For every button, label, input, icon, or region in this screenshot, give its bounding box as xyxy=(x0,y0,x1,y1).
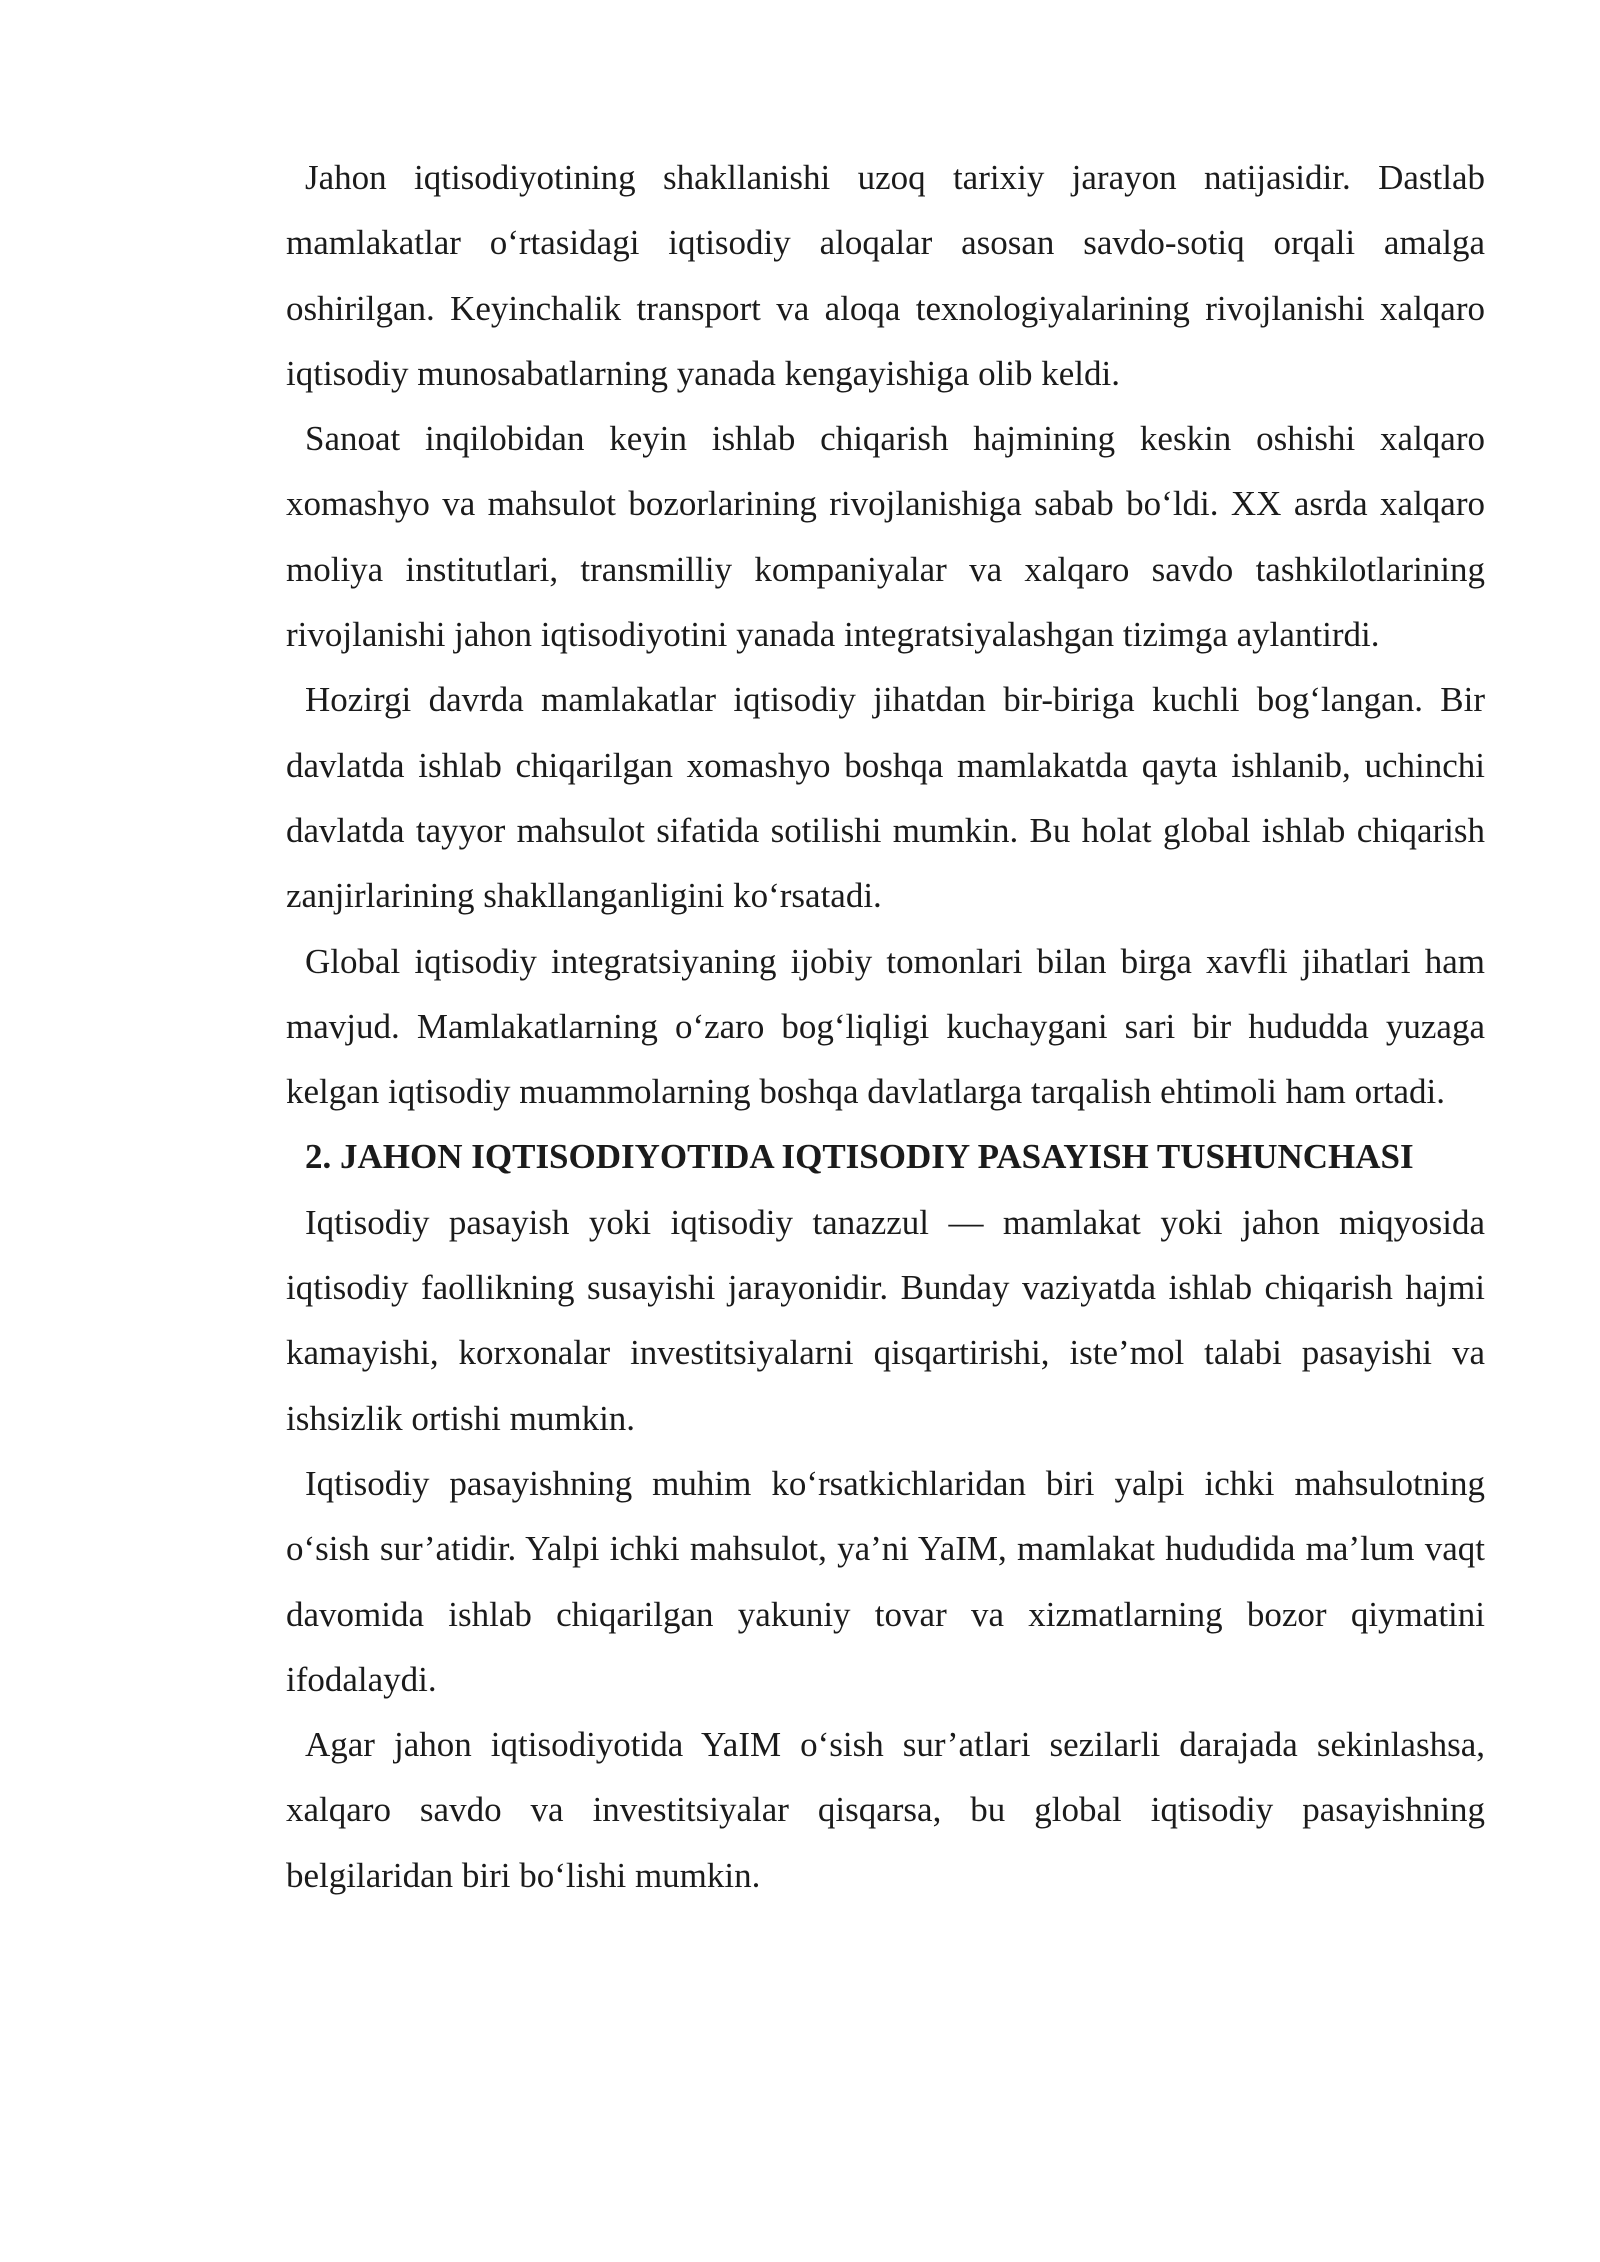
paragraph-industrial-revolution: Sanoat inqilobidan keyin ishlab chiqarish hajmining keskin oshishi xalqaro xomashyo va mahsulot bozorlarining rivojlanishiga sabab bo‘ldi. XX asrda xalqaro moliya institutlari, transmilliy kompaniyalar va xalqaro savdo tashkilotlarining rivojlanishi jahon iqtisodiyotini yanada integratsiyalashgan tizimga aylantirdi. xyxy=(286,419,1485,655)
section-heading: 2. JAHON IQTISODIYOTIDA IQTISODIY PASAYISH TUSHUNCHASI xyxy=(305,1137,1414,1177)
document-body xyxy=(286,145,1485,1908)
paragraph-recession-definition: Iqtisodiy pasayish yoki iqtisodiy tanazzul — mamlakat yoki jahon miqyosida iqtisodiy faollikning susayishi jarayonidir. Bunday vaziyatda ishlab chiqarish hajmi kamayishi, korxonalar investitsiyalarni qisqartirishi, iste’mol talabi pasayishi va ishsizlik ortishi mumkin. xyxy=(286,1202,1485,1438)
paragraph-formation: Jahon iqtisodiyotining shakllanishi uzoq tarixiy jarayon natijasidir. Dastlab mamlakatlar o‘rtasidagi iqtisodiy aloqalar asosan savdo-sotiq orqali amalga oshirilgan. Keyinchalik transport va aloqa texnologiyalarining rivojlanishi xalqaro iqtisodiy munosabatlarning yanada kengayishiga olib keldi. xyxy=(286,158,1485,393)
paragraph-integration-risks: Global iqtisodiy integratsiyaning ijobiy tomonlari bilan birga xavfli jihatlari ham mavjud. Mamlakatlarning o‘zaro bog‘liqligi kuchaygani sari bir hududda yuzaga kelgan iqtisodiy muammolarning boshqa davlatlarga tarqalish ehtimoli ham ortadi. xyxy=(286,941,1485,1112)
paragraph-gdp-indicator: Iqtisodiy pasayishning muhim ko‘rsatkichlaridan biri yalpi ichki mahsulotning o‘sish sur’atidir. Yalpi ichki mahsulot, ya’ni YaIM, mamlakat hududida ma’lum vaqt davomida ishlab chiqarilgan yakuniy tovar va xizmatlarning bozor qiymatini ifodalaydi. xyxy=(286,1463,1485,1699)
paragraph-interdependence: Hozirgi davrda mamlakatlar iqtisodiy jihatdan bir-biriga kuchli bog‘langan. Bir davlatda ishlab chiqarilgan xomashyo boshqa mamlakatda qayta ishlanib, uchinchi davlatda tayyor mahsulot sifatida sotilishi mumkin. Bu holat global ishlab chiqarish zanjirlarining shakllanganligini ko‘rsatadi. xyxy=(286,680,1485,916)
paragraph-global-recession-signs: Agar jahon iqtisodiyotida YaIM o‘sish sur’atlari sezilarli darajada sekinlashsa, xalqaro savdo va investitsiyalar qisqarsa, bu global iqtisodiy pasayishning belgilaridan biri bo‘lishi mumkin. xyxy=(286,1725,1485,1895)
